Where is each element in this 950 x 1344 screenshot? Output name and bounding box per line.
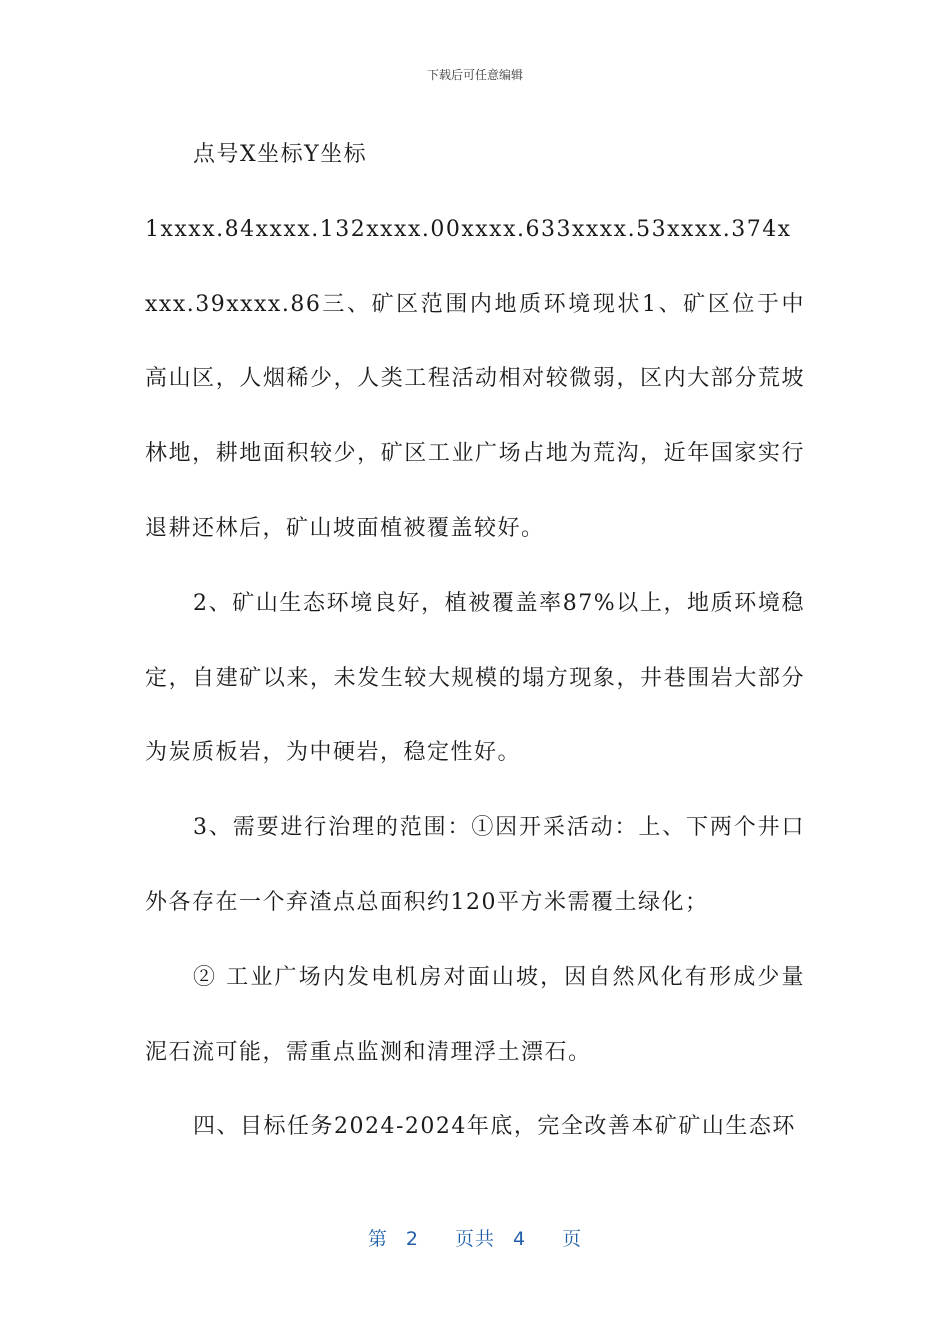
paragraph-slope-monitoring: ② 工业广场内发电机房对面山坡，因自然风化有形成少量泥石流可能，需重点监测和清理浮土漂石。 (145, 964, 805, 1065)
footer-suffix: 页 (562, 1228, 583, 1250)
footer-middle: 页共 (454, 1228, 495, 1250)
paragraph-geology-status: 1xxxx.84xxxx.132xxxx.00xxxx.633xxxx.53xxxx.374xxxx.39xxxx.86三、矿区范围内地质环境现状1、矿区位于中高山区，人烟稀少，人类工程活动相对较微弱，区内大部分荒坡林地，耕地面积较少，矿区工业广场占地为荒沟，近年国家实行退耕还林后，矿山坡面植被覆盖较好。 (145, 216, 805, 541)
footer-total-pages: 4 (513, 1228, 527, 1250)
paragraph-treatment-scope: 3、需要进行治理的范围：①因开采活动：上、下两个井口外各存在一个弃渣点总面积约120平方米需覆土绿化； (145, 815, 805, 915)
footer-prefix: 第 (367, 1228, 388, 1250)
paragraph-ecology: 2、矿山生态环境良好，植被覆盖率87%以上，地质环境稳定，自建矿以来，未发生较大规模的塌方现象，井巷围岩大部分为炭质板岩，为中硬岩，稳定性好。 (145, 590, 805, 766)
paragraph-coordinate-header: 点号X坐标Y坐标 (193, 142, 368, 167)
footer-page-number: 2 (405, 1228, 419, 1250)
paragraph-target-task: 四、目标任务2024-2024年底，完全改善本矿矿山生态环 (193, 1114, 796, 1140)
document-body (145, 118, 805, 1165)
page-header: 下载后可任意编辑 (426, 68, 523, 82)
page-footer (0, 1224, 950, 1251)
